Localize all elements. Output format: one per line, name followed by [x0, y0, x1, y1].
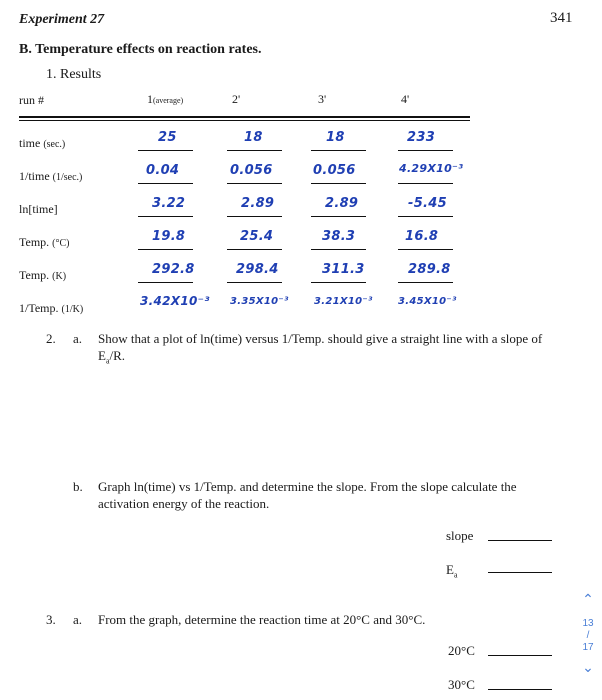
row-label-temp-c: Temp. (°C): [19, 235, 70, 249]
line-inv-time-2: [227, 183, 282, 184]
row-label-ln-time: ln[time]: [19, 202, 58, 216]
q3a-text: From the graph, determine the reaction time at 20°C and 30°C.: [98, 612, 426, 627]
q2b-text-line2: activation energy of the reaction.: [98, 496, 270, 511]
line-inv-time-4: [398, 183, 453, 184]
cell-temp-c-2: 25.4: [240, 229, 274, 244]
row-label-inv-time: 1/time (1/sec.): [19, 169, 83, 183]
cell-time-1: 25: [158, 130, 177, 145]
slope-answer-line[interactable]: [488, 540, 552, 541]
page-up-icon[interactable]: ⌃: [582, 591, 594, 607]
line-time-4: [398, 150, 453, 151]
cell-time-3: 18: [326, 130, 345, 145]
cell-inv-time-2: 0.056: [230, 163, 273, 178]
t20-answer-line[interactable]: [488, 655, 552, 656]
line-time-3: [311, 150, 366, 151]
cell-temp-c-1: 19.8: [152, 229, 186, 244]
q2b-text-line1: Graph ln(time) vs 1/Temp. and determine the slope. From the slope calculate the: [98, 479, 517, 494]
row-label-time: time (sec.): [19, 136, 66, 150]
line-temp-c-1: [138, 249, 193, 250]
line-temp-k-1: [138, 282, 193, 283]
cell-inv-time-3: 0.056: [313, 163, 356, 178]
results-heading: 1. Results: [46, 67, 102, 82]
cell-temp-k-2: 298.4: [236, 262, 279, 277]
line-temp-c-2: [227, 249, 282, 250]
col-header-3: 3': [318, 92, 327, 106]
cell-inv-temp-4: 3.45X10⁻³: [398, 296, 457, 307]
run-header: run #: [19, 93, 44, 107]
cell-ln-time-2: 2.89: [241, 196, 275, 211]
row-label-inv-temp: 1/Temp. (1/K): [19, 301, 84, 315]
col-header-4: 4': [401, 92, 410, 106]
cell-temp-c-3: 38.3: [322, 229, 356, 244]
line-ln-time-2: [227, 216, 282, 217]
line-temp-k-4: [398, 282, 453, 283]
line-temp-k-2: [227, 282, 282, 283]
line-ln-time-4: [398, 216, 453, 217]
table-header-rule-bottom: [19, 120, 470, 121]
cell-temp-k-1: 292.8: [152, 262, 195, 277]
section-title: B. Temperature effects on reaction rates.: [19, 42, 262, 57]
q2a-text-line1: Show that a plot of ln(time) versus 1/Temp. should give a straight line with a slope of: [98, 331, 543, 346]
cell-temp-k-4: 289.8: [408, 262, 451, 277]
cell-inv-time-1: 0.04: [146, 163, 180, 178]
cell-temp-c-4: 16.8: [405, 229, 439, 244]
page-down-icon[interactable]: ⌄: [582, 659, 594, 675]
line-time-1: [138, 150, 193, 151]
col-header-2: 2': [232, 92, 241, 106]
t30-label: 30°C: [448, 677, 475, 692]
line-ln-time-3: [311, 216, 366, 217]
table-header-rule-top: [19, 116, 470, 118]
cell-temp-k-3: 311.3: [322, 262, 365, 277]
slope-label: slope: [446, 528, 474, 543]
cell-inv-temp-1: 3.42X10⁻³: [140, 294, 210, 308]
ea-answer-line[interactable]: [488, 572, 552, 573]
ea-label: $E_a$: [446, 562, 458, 580]
line-temp-c-4: [398, 249, 453, 250]
cell-time-2: 18: [244, 130, 263, 145]
page-navigator: [578, 592, 598, 674]
cell-ln-time-3: 2.89: [325, 196, 359, 211]
line-temp-k-3: [311, 282, 366, 283]
line-inv-time-1: [138, 183, 193, 184]
experiment-label: Experiment 27: [19, 12, 105, 27]
cell-time-4: 233: [407, 130, 436, 145]
q2a-label: a.: [73, 331, 83, 346]
line-ln-time-1: [138, 216, 193, 217]
line-inv-time-3: [311, 183, 366, 184]
cell-ln-time-4: -5.45: [408, 196, 447, 211]
col-header-1-num: 1: [147, 92, 153, 106]
t30-answer-line[interactable]: [488, 689, 552, 690]
page-separator: /: [586, 630, 590, 641]
q3-number: 3.: [46, 612, 56, 627]
col-header-1: [147, 92, 183, 107]
q2a-text-line2: $E_a/R$.: [98, 348, 126, 366]
q2b-label: b.: [73, 479, 83, 494]
cell-inv-time-4: 4.29X10⁻³: [399, 162, 464, 175]
cell-ln-time-1: 3.22: [152, 196, 186, 211]
q3a-label: a.: [73, 612, 83, 627]
row-label-temp-k: Temp. (K): [19, 268, 67, 282]
t20-label: 20°C: [448, 643, 475, 658]
cell-inv-temp-2: 3.35X10⁻³: [230, 296, 289, 307]
current-page: 13: [582, 618, 594, 629]
total-pages: 17: [582, 642, 594, 653]
page-number: 341: [550, 10, 573, 26]
line-temp-c-3: [311, 249, 366, 250]
cell-inv-temp-3: 3.21X10⁻³: [314, 296, 373, 307]
q2-number: 2.: [46, 331, 56, 346]
col-header-1-sub: (average): [153, 96, 184, 105]
line-time-2: [227, 150, 282, 151]
